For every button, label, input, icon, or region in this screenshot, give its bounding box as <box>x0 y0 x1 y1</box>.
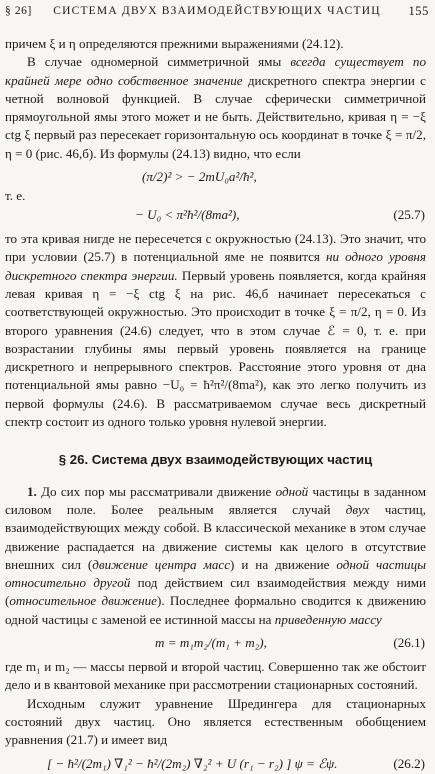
paragraph-masses: где m₁ и m₂ — массы первой и второй частиц. Совершенно так же обстоит дело и в квантовой механике при рассмотрении стационарных состояний. <box>5 659 426 693</box>
formula-26-2: [ − ħ²/(2m₁) ∇₁² − ħ²/(2m₂) ∇₂² + U (r₁ − r₂) ] ψ = ℰψ. (26.2) <box>5 755 426 774</box>
running-title: СИСТЕМА ДВУХ ВЗАИМОДЕЙСТВУЮЩИХ ЧАСТИЦ <box>53 5 381 17</box>
formula-te: т. е. <box>5 188 26 204</box>
formula-inequality-1: (π/2)² > − 2mU₀a²/ħ², <box>142 169 257 185</box>
equation-number: (25.7) <box>393 207 425 223</box>
equation-number: (26.1) <box>393 635 425 651</box>
page-number: 155 <box>408 4 429 18</box>
formula-25-7: − U₀ < π²ħ²/(8ma²), (25.7) <box>5 206 426 225</box>
running-head <box>5 2 429 20</box>
paragraph-first-level: то эта кривая нигде не пересечется с окружностью (24.13). Это значит, что при условии (25.7) в потенциальной яме не появится ни одного уровня дискретного спектра энергии. Первый уровень появляется, когда крайняя левая кривая η = −ξ ctg ξ на рис. 46,б начинает пересекаться с соответствующей окружностью. Это происходит в точке ξ = π/2, η = 0. Из второго уравнения (24.6) следует, что в этом случае ℰ = 0, т. е. при возрастании глубины ямы первый уровень появляется на границе дискретного и непрерывного спектров. Расстояние этого уровня от дна потенциальной ямы равно −U₀ = ħ²π²/(8ma²), как это легко получить из первой формулы (24.6). В рассматриваемом случае весь дискретный спектр состоит из одного только уровня нулевой энергии. <box>5 231 426 430</box>
equation-number: (26.2) <box>393 755 425 771</box>
emphasis: ни одного уровня дискретного спектра энергии. <box>5 249 426 283</box>
item-number: 1. <box>27 483 37 499</box>
paragraph-two-particles: 1. До сих пор мы рассматривали движение одной частицы в заданном силовом поле. Более реальным является случай двух частиц, взаимодействующих между собой. В классической механике в этом случае движение распадается на движение системы как целого в отсутствие внешних сил (движение центра масс) и на движение одной частицы относительно другой под действием сил взаимодействия между ними (относительное движение). Последнее формально сводится к движению одной частицы с заменой ее истинной массы на приведенную массу <box>5 483 426 627</box>
section-ref: § 26] <box>5 5 32 17</box>
paragraph-continuation: причем ξ и η определяются прежними выражениями (24.12). <box>5 36 344 51</box>
emphasis: всегда существует по крайней мере одно собственное значение <box>5 54 427 88</box>
paragraph-schrodinger: Исходным служит уравнение Шредингера для стационарных состояний двух частиц. Оно является естественным обобщением уравнения (21.7) и имеет вид <box>5 695 426 748</box>
formula-26-1: m = m₁m₂/(m₁ + m₂), (26.1) <box>5 634 426 653</box>
paragraph-one-dim-well: В случае одномерной симметричной ямы всегда существует по крайней мере одно собственное значение дискретного спектра энергии с четной волновой функцией. В случае сферически симметричной прямоугольной ямы этого может и не быть. Действительно, кривая η = −ξ ctg ξ первый раз пересекает горизонтальную ось координат в точке ξ = π/2, η = 0 (рис. 46,б). Из формулы (24.13) видно, что если <box>5 54 427 161</box>
section-heading: § 26. Система двух взаимодействующих частиц <box>58 452 373 468</box>
page-body <box>5 35 426 774</box>
